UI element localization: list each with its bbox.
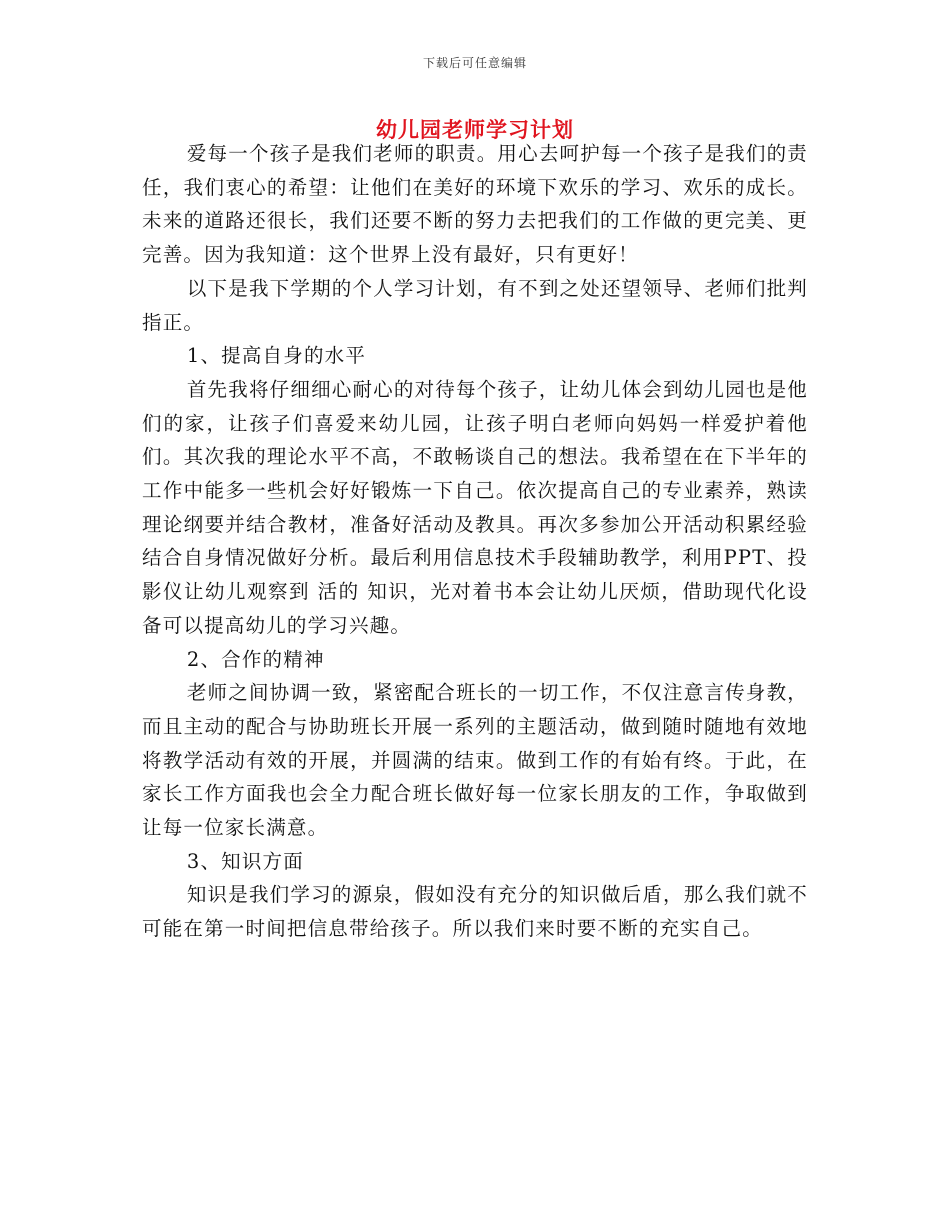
section-heading-1: 1、提高自身的水平	[186, 344, 367, 368]
paragraph-section-1: 首先我将仔细细心耐心的对待每个孩子，让幼儿体会到幼儿园也是他们的家，让孩子们喜爱来幼儿园，让孩子明白老师向妈妈一样爱护着他们。其次我的理论水平不高，不敢畅谈自己的想法。我希望在在下半年的工作中能多一些机会好好锻炼一下自己。依次提高自己的专业素养，熟读理论纲要并结合教材，准备好活动及教具。再次多参加公开活动积累经验结合自身情况做好分析。最后利用信息技术手段辅助教学，利用PPT、投影仪让幼儿观察到 活的 知识，光对着书本会让幼儿厌烦，借助现代化设备可以提高幼儿的学习兴趣。	[142, 377, 808, 637]
document-body	[142, 137, 808, 946]
paragraph-plan-intro: 以下是我下学期的个人学习计划，有不到之处还望领导、老师们批判指正。	[142, 276, 808, 334]
paragraph-intro: 爱每一个孩子是我们老师的职责。用心去呵护每一个孩子是我们的责任，我们衷心的希望：让他们在美好的环境下欢乐的学习、欢乐的成长。未来的道路还很长，我们还要不断的努力去把我们的工作做的更完美、更完善。因为我知道：这个世界上没有最好，只有更好！	[142, 142, 808, 267]
document-title: 幼儿园老师学习计划	[376, 117, 574, 142]
section-heading-3: 3、知识方面	[186, 849, 304, 873]
paragraph-section-3: 知识是我们学习的源泉，假如没有充分的知识做后盾，那么我们就不可能在第一时间把信息带给孩子。所以我们来时要不断的充实自己。	[142, 883, 808, 941]
header-note: 下载后可任意编辑	[422, 56, 527, 70]
section-heading-2: 2、合作的精神	[186, 647, 325, 671]
paragraph-section-2: 老师之间协调一致，紧密配合班长的一切工作，不仅注意言传身教，而且主动的配合与协助班长开展一系列的主题活动，做到随时随地有效地将教学活动有效的开展，并圆满的结束。做到工作的有始有终。于此，在家长工作方面我也会全力配合班长做好每一位家长朋友的工作，争取做到让每一位家长满意。	[142, 681, 808, 840]
